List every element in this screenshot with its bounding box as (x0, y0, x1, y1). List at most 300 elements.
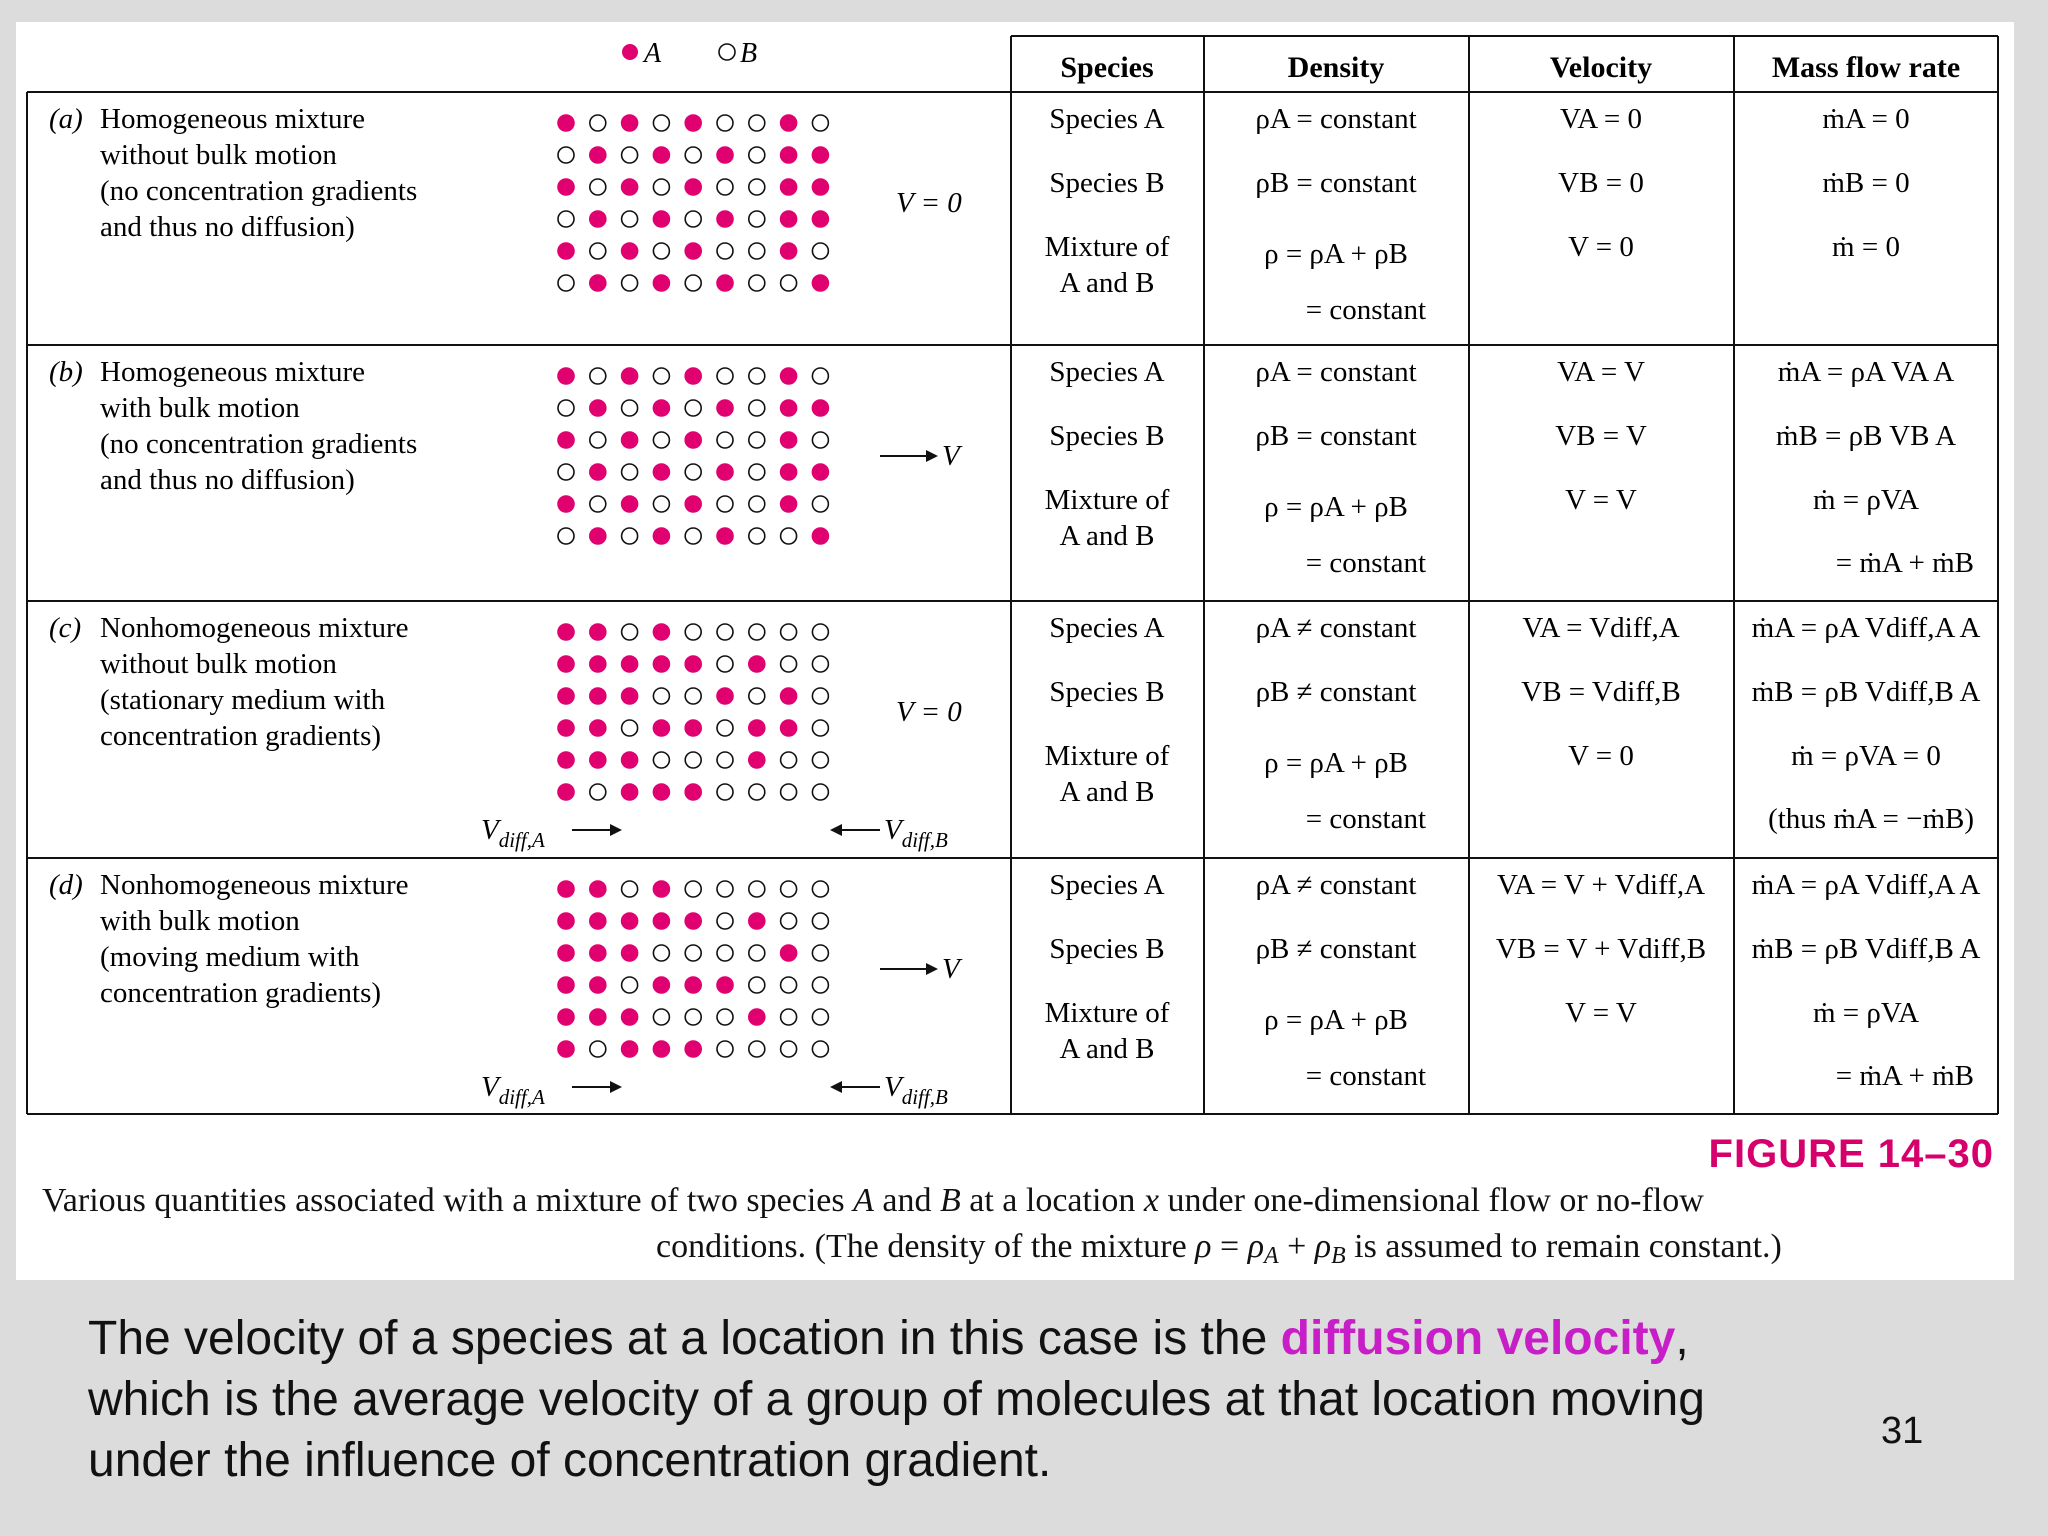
molecule-a (685, 179, 701, 195)
molecule-a (653, 881, 669, 897)
molecule-b (812, 784, 828, 800)
molecule-a (685, 656, 701, 672)
legend-b-dot (719, 44, 735, 60)
molecule-b (590, 784, 606, 800)
bulk-velocity-label: V = 0 (896, 696, 962, 728)
molecule-a (558, 368, 574, 384)
molecule-b (590, 243, 606, 259)
molecule-a (653, 656, 669, 672)
molecule-a (653, 977, 669, 993)
molecule-a (590, 211, 606, 227)
molecule-a (622, 368, 638, 384)
molecule-b (812, 115, 828, 131)
molecule-a (781, 496, 797, 512)
mass-flow-cell: ṁB = ρB Vdiff,B A (1751, 676, 1981, 708)
molecule-b (653, 496, 669, 512)
molecule-b (590, 368, 606, 384)
row-description-line: (moving medium with (100, 941, 360, 973)
arrow-head (926, 963, 938, 975)
molecule-b (717, 432, 733, 448)
molecule-b (781, 784, 797, 800)
molecule-b (717, 624, 733, 640)
molecule-b (749, 275, 765, 291)
molecule-b (812, 881, 828, 897)
density-cell: ρ = ρA + ρB (1264, 491, 1408, 523)
molecule-b (622, 275, 638, 291)
velocity-cell: V = 0 (1568, 740, 1634, 772)
molecule-a (622, 784, 638, 800)
molecule-a (558, 784, 574, 800)
molecule-b (749, 211, 765, 227)
molecule-b (717, 1009, 733, 1025)
molecule-a (558, 432, 574, 448)
molecule-a (590, 977, 606, 993)
molecule-b (749, 179, 765, 195)
diffusion-velocity-a-label: $V_{diff,A}$ (481, 814, 545, 852)
species-cell: Species B (1049, 676, 1165, 708)
molecule-a (653, 913, 669, 929)
molecule-b (558, 275, 574, 291)
molecule-a (590, 1009, 606, 1025)
molecule-a (622, 656, 638, 672)
molecule-b (685, 881, 701, 897)
mass-flow-cell: = ṁA + ṁB (1835, 1060, 1974, 1092)
molecule-a (812, 275, 828, 291)
molecule-b (749, 784, 765, 800)
molecule-a (653, 528, 669, 544)
molecule-a (590, 464, 606, 480)
molecule-a (685, 913, 701, 929)
row-description-line: (no concentration gradients (100, 175, 418, 207)
figure-table (16, 22, 2014, 1280)
molecule-b (653, 752, 669, 768)
molecule-b (749, 115, 765, 131)
molecule-b (812, 688, 828, 704)
species-cell: Mixture of (1044, 231, 1170, 263)
molecule-a (558, 243, 574, 259)
mass-flow-cell: ṁA = ρA VA A (1777, 356, 1955, 388)
molecule-b (590, 115, 606, 131)
molecule-b (685, 752, 701, 768)
molecule-b (622, 720, 638, 736)
molecule-b (717, 179, 733, 195)
species-cell: Species A (1049, 612, 1165, 644)
molecule-b (812, 720, 828, 736)
velocity-cell: VA = Vdiff,A (1522, 612, 1680, 644)
molecule-a (781, 115, 797, 131)
molecule-a (781, 688, 797, 704)
row-description-line: Nonhomogeneous mixture (100, 612, 409, 644)
molecule-b (812, 496, 828, 512)
molecule-a (781, 400, 797, 416)
molecule-a (558, 688, 574, 704)
molecule-b (717, 1041, 733, 1057)
molecule-b (781, 624, 797, 640)
table-row (49, 612, 1980, 852)
row-description-line: Homogeneous mixture (100, 356, 365, 388)
molecule-a (653, 464, 669, 480)
molecule-a (685, 368, 701, 384)
row-description-line: with bulk motion (100, 392, 300, 424)
row-description-line: Homogeneous mixture (100, 103, 365, 135)
molecule-a (717, 211, 733, 227)
molecule-b (781, 656, 797, 672)
molecule-b (590, 432, 606, 448)
density-cell: ρ = ρA + ρB (1264, 238, 1408, 270)
body-text-after: , which is the average velocity of a group of molecules at that location moving under the influence of concentration gradient. (88, 1312, 1705, 1487)
molecule-a (590, 400, 606, 416)
density-cell: ρA = constant (1255, 356, 1417, 388)
velocity-cell: V = V (1565, 997, 1637, 1029)
mass-flow-cell: ṁB = 0 (1822, 167, 1910, 199)
species-cell: Species A (1049, 103, 1165, 135)
molecule-a (590, 913, 606, 929)
molecule-a (558, 496, 574, 512)
molecule-a (590, 945, 606, 961)
mass-flow-cell: ṁ = ρVA (1812, 997, 1920, 1029)
molecule-b (812, 1041, 828, 1057)
density-cell: ρB ≠ constant (1255, 676, 1417, 708)
molecule-a (653, 275, 669, 291)
diffusion-velocity-term: diffusion velocity (1280, 1312, 1676, 1365)
density-cell: ρA ≠ constant (1255, 612, 1417, 644)
species-cell: A and B (1059, 267, 1155, 299)
molecule-b (781, 913, 797, 929)
velocity-cell: V = V (1565, 484, 1637, 516)
molecule-b (653, 1009, 669, 1025)
molecule-b (781, 881, 797, 897)
velocity-cell: VB = 0 (1558, 167, 1644, 199)
arrow-head (610, 1081, 622, 1093)
molecule-a (717, 275, 733, 291)
molecule-a (590, 656, 606, 672)
species-cell: Species B (1049, 933, 1165, 965)
molecule-a (558, 752, 574, 768)
mass-flow-cell: ṁ = 0 (1832, 231, 1900, 263)
molecule-b (622, 464, 638, 480)
molecule-b (717, 115, 733, 131)
row-description-line: without bulk motion (100, 139, 337, 171)
velocity-cell: VB = V + Vdiff,B (1495, 933, 1707, 965)
molecule-a (622, 752, 638, 768)
molecule-b (781, 752, 797, 768)
molecule-a (749, 913, 765, 929)
row-description-line: and thus no diffusion) (100, 464, 355, 496)
body-text-before: The velocity of a species at a location in this case is the (88, 1312, 1281, 1365)
mass-flow-cell: ṁA = ρA Vdiff,A A (1751, 612, 1981, 644)
mass-flow-cell: ṁ = ρVA (1812, 484, 1920, 516)
molecule-a (590, 752, 606, 768)
velocity-cell: VA = V (1557, 356, 1645, 388)
arrow-head (610, 824, 622, 836)
molecule-b (622, 881, 638, 897)
molecule-a (558, 1009, 574, 1025)
molecule-b (590, 179, 606, 195)
molecule-b (558, 464, 574, 480)
molecule-a (781, 147, 797, 163)
molecule-b (717, 881, 733, 897)
molecule-a (558, 881, 574, 897)
molecule-b (781, 528, 797, 544)
row-description-line: and thus no diffusion) (100, 211, 355, 243)
legend-a-label: A (644, 38, 662, 69)
row-tag: (c) (49, 612, 82, 644)
molecule-a (558, 945, 574, 961)
molecule-a (812, 147, 828, 163)
molecule-a (558, 624, 574, 640)
molecule-a (622, 1009, 638, 1025)
header-velocity: Velocity (1549, 51, 1653, 84)
molecule-b (622, 624, 638, 640)
molecule-b (717, 720, 733, 736)
molecule-b (685, 688, 701, 704)
molecule-b (685, 528, 701, 544)
molecule-a (717, 688, 733, 704)
legend (622, 38, 757, 69)
legend-b-label: B (740, 38, 758, 69)
species-cell: A and B (1059, 520, 1155, 552)
molecule-a (781, 945, 797, 961)
molecule-b (717, 496, 733, 512)
molecule-a (717, 400, 733, 416)
molecule-a (590, 720, 606, 736)
molecule-b (749, 496, 765, 512)
molecule-a (653, 147, 669, 163)
molecule-a (590, 881, 606, 897)
row-tag: (a) (49, 103, 83, 135)
species-cell: Species B (1049, 167, 1165, 199)
molecule-a (590, 528, 606, 544)
molecule-b (622, 147, 638, 163)
molecule-a (812, 400, 828, 416)
molecule-a (590, 275, 606, 291)
velocity-cell: V = 0 (1568, 231, 1634, 263)
figure-label: FIGURE 14–30 (1708, 1132, 1994, 1176)
species-cell: Species A (1049, 356, 1165, 388)
molecule-a (590, 147, 606, 163)
molecule-b (749, 243, 765, 259)
molecule-b (812, 656, 828, 672)
molecule-b (653, 368, 669, 384)
density-cell: = constant (1305, 547, 1426, 579)
molecule-a (749, 720, 765, 736)
molecule-a (781, 368, 797, 384)
molecule-b (749, 1041, 765, 1057)
density-cell: = constant (1305, 1060, 1426, 1092)
molecule-a (749, 1009, 765, 1025)
molecule-b (749, 881, 765, 897)
molecule-b (653, 432, 669, 448)
molecule-a (749, 656, 765, 672)
velocity-cell: VA = V + Vdiff,A (1496, 869, 1706, 901)
table-row (49, 869, 1980, 1109)
molecule-b (558, 528, 574, 544)
molecule-b (749, 147, 765, 163)
row-tag: (b) (49, 356, 83, 388)
molecule-b (685, 147, 701, 163)
molecule-a (558, 656, 574, 672)
molecule-a (622, 115, 638, 131)
molecule-a (653, 720, 669, 736)
density-cell: = constant (1305, 294, 1426, 326)
velocity-cell: VA = 0 (1560, 103, 1642, 135)
molecule-a (558, 115, 574, 131)
molecule-b (653, 243, 669, 259)
row-description-line: (stationary medium with (100, 684, 386, 716)
molecule-a (685, 1041, 701, 1057)
row-description-line: concentration gradients) (100, 977, 382, 1009)
molecule-a (685, 977, 701, 993)
row-description-line: concentration gradients) (100, 720, 382, 752)
species-cell: A and B (1059, 1033, 1155, 1065)
molecule-b (717, 913, 733, 929)
velocity-cell: VB = V (1555, 420, 1647, 452)
molecule-a (622, 688, 638, 704)
caption-line-1: Various quantities associated with a mixture of two species A and B at a location x under one-dimensional flow or no-flow (42, 1182, 1704, 1219)
molecule-a (685, 115, 701, 131)
molecule-b (749, 400, 765, 416)
molecule-a (558, 913, 574, 929)
molecule-a (558, 179, 574, 195)
molecule-b (749, 688, 765, 704)
molecule-b (781, 1009, 797, 1025)
molecule-a (781, 179, 797, 195)
body-paragraph (88, 1308, 1728, 1491)
molecule-b (558, 211, 574, 227)
table-header-row (1060, 51, 1960, 84)
figure-panel (16, 22, 2014, 1280)
molecule-b (622, 528, 638, 544)
molecule-a (653, 784, 669, 800)
molecule-b (717, 752, 733, 768)
density-cell: ρ = ρA + ρB (1264, 747, 1408, 779)
molecule-a (685, 496, 701, 512)
molecule-a (781, 432, 797, 448)
molecule-b (685, 211, 701, 227)
molecule-b (717, 945, 733, 961)
bulk-velocity-label: V (942, 953, 960, 985)
mass-flow-cell: ṁB = ρB Vdiff,B A (1751, 933, 1981, 965)
species-cell: Mixture of (1044, 740, 1170, 772)
molecule-b (717, 656, 733, 672)
row-description-line: (no concentration gradients (100, 428, 418, 460)
molecule-a (812, 528, 828, 544)
mass-flow-cell: ṁB = ρB VB A (1775, 420, 1957, 452)
molecule-a (749, 752, 765, 768)
molecule-b (749, 945, 765, 961)
molecule-b (749, 624, 765, 640)
molecule-b (685, 275, 701, 291)
arrow-head (830, 1081, 842, 1093)
molecule-b (590, 1041, 606, 1057)
molecule-a (622, 913, 638, 929)
molecule-a (622, 179, 638, 195)
molecule-b (685, 1009, 701, 1025)
molecule-a (558, 720, 574, 736)
header-mass-flow-rate: Mass flow rate (1771, 51, 1961, 84)
molecule-a (622, 1041, 638, 1057)
molecule-b (812, 977, 828, 993)
molecule-a (653, 1041, 669, 1057)
molecule-b (653, 688, 669, 704)
header-density: Density (1287, 51, 1385, 84)
row-tag: (d) (49, 869, 83, 901)
molecule-b (717, 784, 733, 800)
mass-flow-cell: ṁA = 0 (1822, 103, 1910, 135)
molecule-b (717, 368, 733, 384)
molecule-b (685, 464, 701, 480)
row-description-line: without bulk motion (100, 648, 337, 680)
molecule-a (685, 432, 701, 448)
molecule-b (781, 275, 797, 291)
molecule-a (781, 464, 797, 480)
arrow-head (926, 450, 938, 462)
molecule-b (685, 945, 701, 961)
molecule-a (685, 243, 701, 259)
molecule-a (622, 945, 638, 961)
species-cell: Species A (1049, 869, 1165, 901)
molecule-b (622, 977, 638, 993)
molecule-a (812, 464, 828, 480)
molecule-b (812, 624, 828, 640)
molecule-b (590, 496, 606, 512)
molecule-a (685, 784, 701, 800)
species-cell: Species B (1049, 420, 1165, 452)
row-description-line: with bulk motion (100, 905, 300, 937)
molecule-a (590, 688, 606, 704)
molecule-a (717, 464, 733, 480)
species-cell: Mixture of (1044, 484, 1170, 516)
molecule-b (812, 752, 828, 768)
molecule-b (653, 179, 669, 195)
density-cell: ρB = constant (1255, 420, 1417, 452)
diffusion-velocity-b-label: $V_{diff,B}$ (884, 1071, 948, 1109)
molecule-b (781, 1041, 797, 1057)
molecule-a (622, 243, 638, 259)
molecule-a (717, 528, 733, 544)
molecule-a (685, 720, 701, 736)
molecule-b (812, 1009, 828, 1025)
molecule-b (812, 368, 828, 384)
molecule-a (622, 432, 638, 448)
row-description-line: Nonhomogeneous mixture (100, 869, 409, 901)
molecule-b (812, 243, 828, 259)
molecule-b (685, 624, 701, 640)
header-species: Species (1060, 51, 1154, 84)
molecule-a (717, 977, 733, 993)
molecule-a (590, 624, 606, 640)
molecule-b (781, 977, 797, 993)
molecule-a (558, 977, 574, 993)
species-cell: Mixture of (1044, 997, 1170, 1029)
molecule-b (812, 432, 828, 448)
legend-a-dot (622, 44, 638, 60)
table-row (49, 103, 1910, 326)
table-body (49, 103, 1980, 1109)
molecule-b (749, 464, 765, 480)
density-cell: ρA ≠ constant (1255, 869, 1417, 901)
molecule-b (653, 115, 669, 131)
page-number: 31 (1881, 1410, 1924, 1452)
density-cell: ρA = constant (1255, 103, 1417, 135)
bulk-velocity-label: V = 0 (896, 187, 962, 219)
density-cell: ρB = constant (1255, 167, 1417, 199)
molecule-b (558, 147, 574, 163)
molecule-a (558, 1041, 574, 1057)
arrow-head (830, 824, 842, 836)
molecule-a (781, 243, 797, 259)
density-cell: ρ = ρA + ρB (1264, 1004, 1408, 1036)
